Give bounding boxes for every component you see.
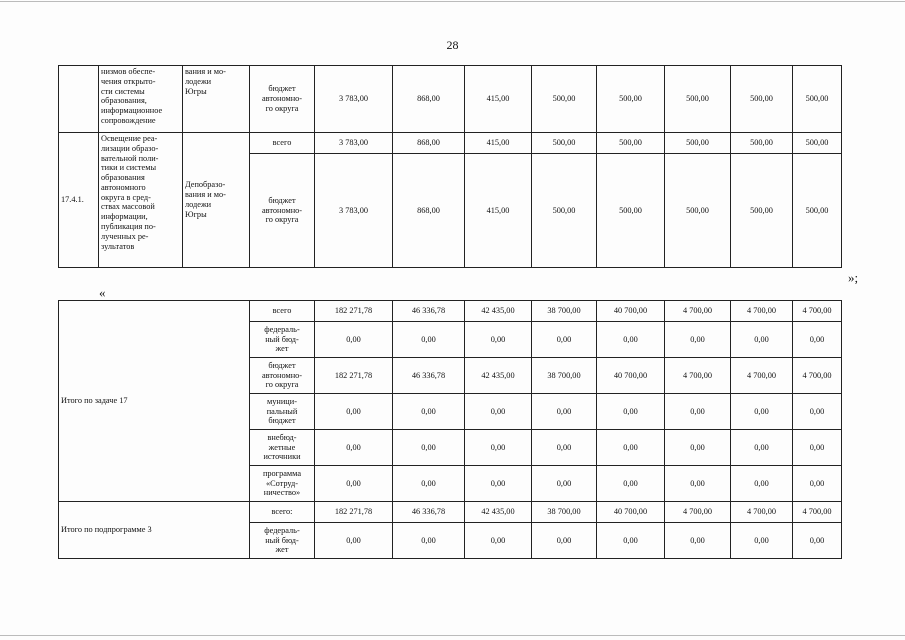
value-cell: 0,00 [731, 466, 793, 502]
table-row [59, 301, 842, 322]
value-cell: 500,00 [731, 66, 793, 133]
measure-name: Освещение реа- лизации образо- вательной поли- тики и системы образования автономного округа в сред- ствах массовой информации, публикация по- лученных ре- зультатов [99, 133, 183, 268]
value-cell: 0,00 [597, 322, 665, 358]
executor: вания и мо- лодежи Югры [183, 66, 250, 133]
value-cell: 4 700,00 [793, 502, 842, 523]
value-cell: 0,00 [793, 394, 842, 430]
table-top [58, 65, 842, 268]
funding-source: федераль- ный бюд- жет [250, 523, 315, 559]
value-cell: 500,00 [793, 154, 842, 268]
value-cell: 500,00 [597, 133, 665, 154]
row-number: 17.4.1. [59, 133, 99, 268]
table-bottom [58, 300, 842, 559]
value-cell: 0,00 [793, 466, 842, 502]
value-cell: 0,00 [532, 430, 597, 466]
value-cell: 46 336,78 [393, 358, 465, 394]
value-cell: 0,00 [465, 394, 532, 430]
value-cell: 182 271,78 [315, 502, 393, 523]
funding-source: бюджет автономно- го округа [250, 358, 315, 394]
value-cell: 46 336,78 [393, 301, 465, 322]
value-cell: 42 435,00 [465, 301, 532, 322]
value-cell: 0,00 [465, 430, 532, 466]
value-cell: 0,00 [597, 466, 665, 502]
value-cell: 3 783,00 [315, 66, 393, 133]
value-cell: 42 435,00 [465, 358, 532, 394]
value-cell: 0,00 [597, 394, 665, 430]
value-cell: 0,00 [465, 466, 532, 502]
value-cell: 0,00 [793, 523, 842, 559]
value-cell: 415,00 [465, 66, 532, 133]
group-label: Итого по задаче 17 [59, 301, 250, 502]
value-cell: 0,00 [665, 466, 731, 502]
value-cell: 500,00 [793, 66, 842, 133]
value-cell: 0,00 [731, 523, 793, 559]
value-cell: 4 700,00 [793, 301, 842, 322]
value-cell: 0,00 [465, 322, 532, 358]
value-cell: 38 700,00 [532, 502, 597, 523]
value-cell: 500,00 [597, 154, 665, 268]
funding-source: всего [250, 301, 315, 322]
value-cell: 0,00 [665, 430, 731, 466]
value-cell: 4 700,00 [665, 502, 731, 523]
value-cell: 38 700,00 [532, 358, 597, 394]
value-cell: 4 700,00 [665, 301, 731, 322]
value-cell: 3 783,00 [315, 133, 393, 154]
value-cell: 0,00 [315, 466, 393, 502]
funding-source: федераль- ный бюд- жет [250, 322, 315, 358]
value-cell: 0,00 [793, 430, 842, 466]
value-cell: 0,00 [597, 430, 665, 466]
value-cell: 182 271,78 [315, 301, 393, 322]
close-quote: »; [848, 270, 859, 285]
value-cell: 0,00 [465, 523, 532, 559]
value-cell: 500,00 [793, 133, 842, 154]
value-cell: 3 783,00 [315, 154, 393, 268]
value-cell: 0,00 [315, 523, 393, 559]
funding-source: всего [250, 133, 315, 154]
funding-source: бюджет автономно- го округа [250, 154, 315, 268]
value-cell: 0,00 [731, 322, 793, 358]
value-cell: 42 435,00 [465, 502, 532, 523]
value-cell: 0,00 [532, 394, 597, 430]
value-cell: 182 271,78 [315, 358, 393, 394]
value-cell: 500,00 [597, 66, 665, 133]
value-cell: 500,00 [731, 133, 793, 154]
value-cell: 38 700,00 [532, 301, 597, 322]
value-cell: 868,00 [393, 133, 465, 154]
value-cell: 4 700,00 [731, 358, 793, 394]
scan-edge-bottom [0, 635, 905, 636]
value-cell: 40 700,00 [597, 502, 665, 523]
table-row [59, 133, 842, 154]
value-cell: 0,00 [393, 394, 465, 430]
funding-source: всего: [250, 502, 315, 523]
value-cell: 500,00 [665, 133, 731, 154]
value-cell: 0,00 [665, 394, 731, 430]
value-cell: 0,00 [393, 322, 465, 358]
value-cell: 0,00 [731, 430, 793, 466]
page-number: 28 [446, 38, 459, 52]
funding-source: муници- пальный бюджет [250, 394, 315, 430]
group-label: Итого по подпрограмме 3 [59, 502, 250, 559]
value-cell: 46 336,78 [393, 502, 465, 523]
table-row [59, 502, 842, 523]
open-quote: « [99, 285, 106, 300]
value-cell: 40 700,00 [597, 358, 665, 394]
value-cell: 0,00 [532, 523, 597, 559]
value-cell: 0,00 [393, 466, 465, 502]
value-cell: 0,00 [665, 322, 731, 358]
value-cell: 4 700,00 [731, 502, 793, 523]
funding-source: внебюд- жетные источники [250, 430, 315, 466]
value-cell: 4 700,00 [793, 358, 842, 394]
funding-source: бюджет автономно- го округа [250, 66, 315, 133]
value-cell: 868,00 [393, 154, 465, 268]
value-cell: 0,00 [597, 523, 665, 559]
value-cell: 500,00 [731, 154, 793, 268]
scan-edge-top [0, 1, 905, 2]
row-number [59, 66, 99, 133]
measure-name: низмов обеспе- чения открыто- сти системы образования, информационное сопровождение [99, 66, 183, 133]
executor: Депобразо- вания и мо- лодежи Югры [183, 133, 250, 268]
value-cell: 0,00 [315, 430, 393, 466]
value-cell: 500,00 [532, 66, 597, 133]
table-row [59, 66, 842, 133]
value-cell: 415,00 [465, 133, 532, 154]
value-cell: 500,00 [532, 154, 597, 268]
value-cell: 0,00 [315, 394, 393, 430]
value-cell: 500,00 [665, 154, 731, 268]
value-cell: 0,00 [393, 523, 465, 559]
value-cell: 0,00 [793, 322, 842, 358]
value-cell: 500,00 [532, 133, 597, 154]
value-cell: 0,00 [731, 394, 793, 430]
value-cell: 500,00 [665, 66, 731, 133]
value-cell: 415,00 [465, 154, 532, 268]
value-cell: 0,00 [532, 322, 597, 358]
value-cell: 0,00 [393, 430, 465, 466]
value-cell: 0,00 [315, 322, 393, 358]
value-cell: 0,00 [532, 466, 597, 502]
value-cell: 4 700,00 [665, 358, 731, 394]
value-cell: 4 700,00 [731, 301, 793, 322]
value-cell: 0,00 [665, 523, 731, 559]
value-cell: 868,00 [393, 66, 465, 133]
funding-source: программа «Сотруд- ничество» [250, 466, 315, 502]
value-cell: 40 700,00 [597, 301, 665, 322]
